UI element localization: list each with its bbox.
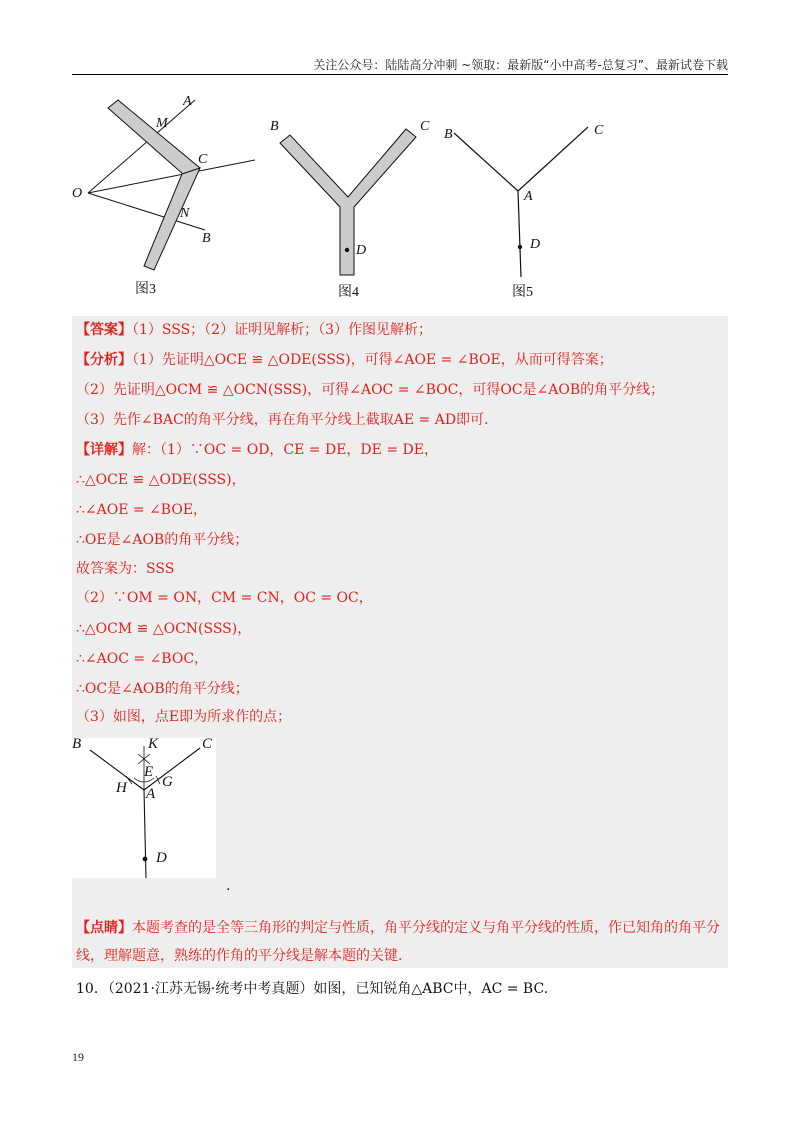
comment-text-1: 本题考查的是全等三角形的判定与性质，角平分线的定义与角平分线的性质，作已知角的角平分 — [132, 920, 720, 936]
label-A: A — [146, 786, 156, 802]
figure-4 — [268, 115, 438, 300]
detail-line-10: （3）如图，点E即为所求作的点； — [76, 709, 292, 725]
label-K: K — [148, 736, 159, 752]
detail-text-1: 解：（1）∵OC = OD，CE = DE，DE = DE， — [132, 442, 438, 458]
label-N: N — [180, 206, 190, 221]
construction-diagram — [72, 738, 216, 878]
comment-tag: 【点睛】 — [76, 920, 132, 936]
detail-line-5: 故答案为：SSS — [76, 561, 175, 577]
detail-line-1 — [76, 440, 438, 460]
label-A: A — [183, 94, 192, 109]
label-D: D — [156, 850, 167, 866]
label-A: A — [524, 189, 533, 204]
detail-tag: 【详解】 — [76, 442, 132, 458]
answer-line — [76, 320, 432, 340]
detail-line-8: ∴∠AOC = ∠BOC， — [76, 651, 209, 667]
figure-3-caption: 图3 — [135, 282, 156, 297]
detail-line-7: ∴△OCM ≌ △OCN(SSS)， — [76, 621, 252, 637]
label-E: E — [144, 764, 154, 780]
analysis-text-1: （1）先证明△OCE ≌ △ODE(SSS)，可得∠AOE = ∠BOE，从而可得答案； — [132, 352, 613, 368]
detail-line-4: ∴OE是∠AOB的角平分线； — [76, 532, 249, 548]
page-header: 关注公众号：陆陆高分冲刺 ~领取：最新版“小中高考-总复习”、最新试卷下载 — [313, 58, 728, 72]
figure-5 — [440, 115, 610, 300]
figure-4-caption: 图4 — [338, 285, 359, 300]
label-G: G — [162, 774, 173, 790]
detail-line-2: ∴△OCE ≌ △ODE(SSS)， — [76, 472, 246, 488]
label-O: O — [72, 186, 83, 201]
label-D: D — [356, 243, 367, 258]
figure-5-caption: 图5 — [512, 285, 533, 300]
comment-line-2: 线，理解题意，熟练的作角的平分线是解本题的关键. — [76, 948, 403, 964]
label-C: C — [594, 123, 604, 138]
comment-line-1 — [76, 918, 720, 938]
label-D: D — [530, 237, 541, 252]
header-rule — [72, 74, 728, 75]
analysis-tag: 【分析】 — [76, 352, 132, 368]
label-C: C — [198, 152, 208, 167]
analysis-line-1 — [76, 350, 613, 370]
label-B: B — [202, 231, 211, 246]
detail-line-6: （2）∵OM = ON，CM = CN，OC = OC， — [76, 590, 373, 606]
label-B: B — [270, 119, 279, 134]
detail-line-3: ∴∠AOE = ∠BOE， — [76, 502, 208, 518]
diagram-dot: . — [226, 878, 231, 894]
page-number: 19 — [72, 1050, 84, 1064]
label-C: C — [420, 119, 430, 134]
question-10: 10．（2021·江苏无锡·统考中考真题）如图，已知锐角△ABC中，AC = BC. — [76, 981, 549, 997]
label-B: B — [444, 127, 453, 142]
detail-line-9: ∴OC是∠AOB的角平分线； — [76, 681, 249, 697]
label-H: H — [116, 780, 127, 796]
analysis-line-3: （3）先作∠BAC的角平分线，再在角平分线上截取AE = AD即可. — [76, 412, 489, 428]
answer-tag: 【答案】 — [76, 322, 132, 338]
label-M: M — [156, 116, 168, 131]
label-C: C — [202, 736, 213, 752]
label-B: B — [72, 736, 82, 752]
analysis-line-2: （2）先证明△OCM ≌ △OCN(SSS)，可得∠AOC = ∠BOC，可得OC是∠AOB的角平分线； — [76, 382, 665, 398]
figure-3 — [70, 90, 270, 297]
answer-text: （1）SSS；（2）证明见解析；（3）作图见解析； — [132, 322, 433, 338]
